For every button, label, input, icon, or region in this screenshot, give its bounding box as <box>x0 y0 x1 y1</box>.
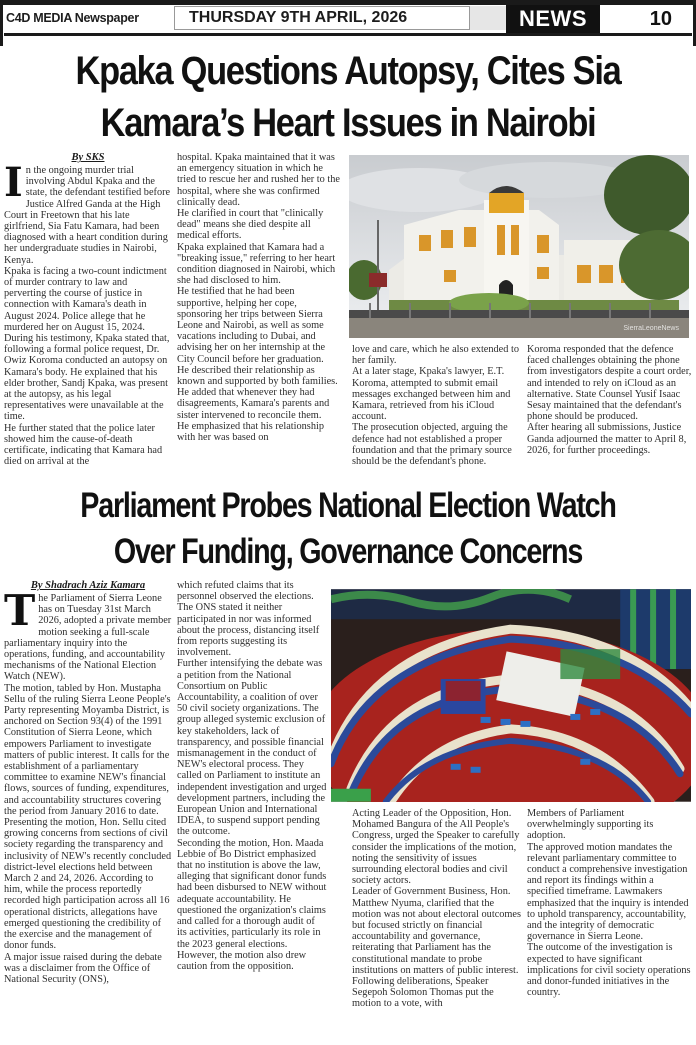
paragraph: He emphasized that his relationship with her was based on <box>177 420 324 444</box>
story2-dropcap: T <box>4 586 36 635</box>
story2-col4-text <box>527 808 693 998</box>
story2-col2-text <box>177 580 327 972</box>
parliament-chamber-image <box>331 589 691 802</box>
story2-col3-text <box>352 808 522 1010</box>
paragraph: which refuted claims that its personnel observed the elections. The ONS stated it neither participated in nor was informed about the process, distancing itself from reports suggesting its involvement. <box>177 580 320 659</box>
paragraph: The prosecution objected, arguing the defence had not established a proper foundation and that the primary source should be the defendant's phone. <box>352 422 512 468</box>
story1-photo-courthouse <box>349 155 689 338</box>
paragraph: "breaking issue," referring to her heart condition diagnosed in Nairobi, which she had disclosed to him. <box>177 252 336 287</box>
paragraph: The approved motion mandates the relevant parliamentary committee to conduct a comprehensive investigation and report its findings within a specified timeframe. Lawmakers emphasized that the inquiry is intended to uphold transparency, accountability, and the integrity of democratic governance in Sierra Leone. <box>527 841 689 943</box>
story2-col1-text <box>4 586 172 985</box>
paragraph: He further stated that the police later showed him the cause-of-death certificate, indicating that Kamara had died on arrival at the <box>4 422 163 468</box>
paragraph: After hearing all submissions, Justice Ganda adjourned the matter to April 8, 2026, for further proceedings. <box>527 422 687 456</box>
story1-byline: By SKS <box>71 152 105 163</box>
story1-col1-text <box>4 159 172 468</box>
story1-column-1 <box>4 152 172 480</box>
paragraph: However, the motion also drew caution from the opposition. <box>177 949 307 972</box>
story2-headline-line1: Parliament Probes National Election Watch <box>80 486 616 525</box>
story2-headline-line2: Over Funding, Governance Concerns <box>113 532 583 571</box>
story2-column-2 <box>177 580 327 1045</box>
paragraph: The outcome of the investigation is expected to have significant implications for civil society operations and donor-funded initiatives in the country. <box>527 942 691 999</box>
paragraph: Seconding the motion, Hon. Maada Lebbie of Bo District emphasized that no institution is above the law, alleging that significant donor funds had been disbursed to NEW without adequate accountability. He questioned the organization's claims and called for a thorough audit of its activities, particularly its role in the 2023 general elections. <box>177 837 327 950</box>
section-label: NEWS <box>506 5 600 33</box>
paragraph: love and care, which he also extended to her family. <box>352 344 519 367</box>
paragraph: Following deliberations, Speaker Segepoh Solomon Thomas put the motion to a vote, with <box>352 976 494 1010</box>
paragraph: Kpaka explained that Kamara had a <box>177 241 325 253</box>
paragraph: He clarified in court that "clinically dead" means she died despite all medical efforts. <box>177 208 324 242</box>
paragraph: At a later stage, Kpaka's lawyer, E.T. Koroma, attempted to submit email messages exchanged between him and Kamara, retrieved from his iCloud account. <box>352 366 511 423</box>
paragraph: The motion, tabled by Hon. Mustapha Sellu of the ruling Sierra Leone People's Party representing Moyamba District, is anchored on Section 93(4) of the 1991 Constitution of Sierra Leone, which empowers Parliament to investigate matters of public interest. It calls for the establishment of a parliamentary committee to examine NEW's financial flows, sources of funding, expenditures, and accountability structures covering the period from January 2016 to date. <box>4 682 171 817</box>
story1-col4-text <box>527 344 693 456</box>
story1-dropcap: I <box>4 159 23 206</box>
story2-column-1 <box>4 580 172 1045</box>
publication-name: C4D MEDIA Newspaper <box>6 11 139 25</box>
masthead-spacer <box>470 6 506 30</box>
paragraph: hospital. Kpaka maintained that it was an emergency situation in which he tried to rescue her and rushed her to the hospital, where she was confirmed clinically dead. <box>177 152 340 208</box>
courthouse-building-image <box>349 155 689 338</box>
page-number: 10 <box>649 8 672 30</box>
paragraph: Kpaka is facing a two-count indictment of murder contrary to law and perverting the course of justice in connection with Kamara's death in August 2024. Police allege that he murdered her on August 15, 2024. <box>4 265 167 333</box>
masthead-left-border <box>0 0 3 46</box>
paragraph: Presenting the motion, Hon. Sellu cited growing concerns from sections of civil society regarding the transparency and inclusivity of NEW's recently concluded district-level elections held between March 2 and 24, 2026. According to him, while the process reportedly recorded high participation across all 16 operational districts, allegations have emerged questioning the credibility of the exercise and the management of donor funds. <box>4 817 172 952</box>
masthead-bottom-rule <box>4 33 692 36</box>
story1-headline-line1: Kpaka Questions Autopsy, Cites Sia <box>75 49 621 93</box>
paragraph: Acting Leader of the Opposition, Hon. Mohamed Bangura of the All People's Congress, urged the Speaker to carefully consider the implications of the motion, noting the sensitivity of issues surrounding electoral bodies and civil society actors. <box>352 808 520 887</box>
paragraph: Koroma responded that the defence faced challenges obtaining the phone from investigators despite a court order, and intended to rely on iCloud as an alternative. State Counsel Yusif Isaac Sesay maintained that the defendant's phone should be produced. <box>527 344 692 423</box>
paragraph: he Parliament of Sierra Leone has on Tuesday 31st March 2026, adopted a private member motion seeking a full-scale parliamentary inquiry into the operations, funding, and accountability mechanisms of the National Election Watch (NEW). <box>4 593 172 683</box>
paragraph: Members of Parliament overwhelmingly supporting its adoption. <box>527 808 654 842</box>
paragraph: A major issue raised during the debate was a disclaimer from the Office of National Security (ONS), <box>4 951 162 985</box>
paragraph: Leader of Government Business, Hon. Matthew Nyuma, clarified that the motion was not about electoral outcomes but focused strictly on financial accountability and governance, reiterating that Parliament has the constitutional mandate to probe institutions on matters of public interest. <box>352 886 521 976</box>
story2-byline: By Shadrach Aziz Kamara <box>30 580 146 591</box>
paragraph: Further intensifying the debate was a petition from the National Consortium on Public Accountability, a coalition of over 50 civil society organizations. The group alleged systemic exclusion of key stakeholders, lack of transparency, and possible financial mismanagement in the conduct of NEW's electoral process. They called on Parliament to institute an independent investigation and urged development partners, including the European Union and International IDEA, to suspend support pending the outcome. <box>177 658 327 838</box>
paragraph: n the ongoing murder trial involving Abdul Kpaka and the state, the defendant testified before Justice Alfred Ganda at the High Court in Freetown that his late girlfriend, Sia Fatu Kamara, had been diagnosed with a heart condition during her undergraduate studies in Nairobi, Kenya. <box>4 165 171 266</box>
story1-column-3 <box>352 344 522 480</box>
issue-date: THURSDAY 9TH APRIL, 2026 <box>174 6 470 30</box>
masthead <box>0 0 696 40</box>
paragraph: He added that whenever they had disagreements, Kamara's parents and sister intervened to reconcile them. <box>177 387 330 421</box>
paragraph: During his testimony, Kpaka stated that, following a formal police request, Dr. Owiz Koroma conducted an autopsy on Kamara's body. He explained that his elder brother, Sandj Kpaka, was present at the autopsy, as his legal representatives were unavailable at the time. <box>4 333 170 423</box>
story1-column-2 <box>177 152 343 480</box>
story2-column-3 <box>352 808 522 1045</box>
paragraph: He testified that he had been supportive, helping her cope, sponsoring her trips between Sierra Leone and Nairobi, as well as some vacations including to Dubai, and advising her on her internship at the City Council before her graduation. <box>177 286 326 365</box>
story2-column-4 <box>527 808 693 1045</box>
story1-col2-text <box>177 152 343 443</box>
story1-headline-line2: Kamara’s Heart Issues in Nairobi <box>100 101 596 145</box>
story2-photo-parliament-chamber <box>331 589 691 802</box>
story1-column-4 <box>527 344 693 480</box>
paragraph: He described their relationship as known and supported by both families. <box>177 364 338 388</box>
photo-watermark: SierraLeoneNews <box>623 325 679 332</box>
story1-col3-text <box>352 344 522 467</box>
